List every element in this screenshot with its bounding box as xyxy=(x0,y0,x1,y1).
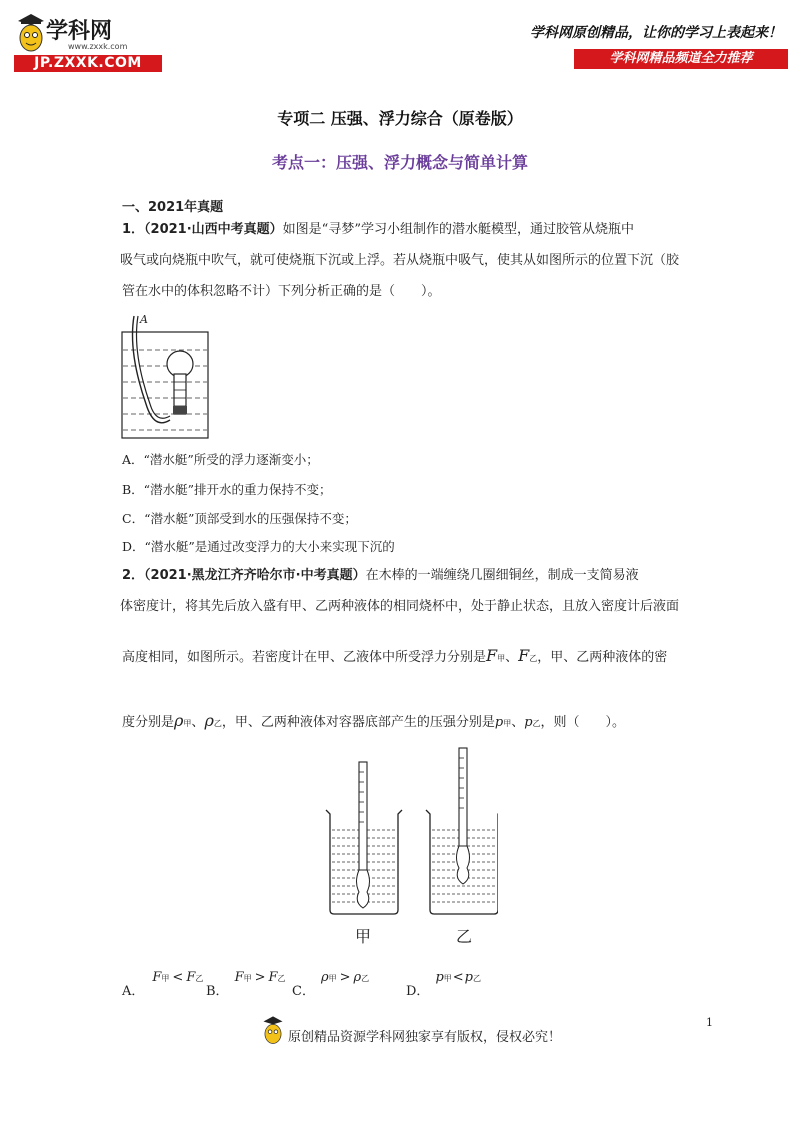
page-title: 专项二 压强、浮力综合（原卷版） xyxy=(277,109,523,128)
q2-option-d[interactable]: D．p甲<p乙 xyxy=(406,970,481,999)
footer-mascot-icon xyxy=(262,1016,284,1050)
site-small-url: www.zxxk.com xyxy=(68,42,128,51)
header-slogan: 学科网原创精品，让你的学习上表起来！ xyxy=(530,25,782,41)
question-2 xyxy=(122,560,722,622)
header-banner: 学科网精品频道全力推荐 xyxy=(574,49,788,69)
q1-option-a[interactable]: A．“潜水艇”所受的浮力逐渐变小； xyxy=(122,452,319,467)
question-1 xyxy=(122,214,722,307)
beaker-label-jia: 甲 xyxy=(355,927,372,946)
question-1-source: 1．（2021·山西中考真题） xyxy=(122,222,283,237)
q1-option-c[interactable]: C．“潜水艇”顶部受到水的压强保持不变； xyxy=(122,511,357,526)
q1-option-d[interactable]: D．“潜水艇”是通过改变浮力的大小来实现下沉的 xyxy=(122,539,395,554)
q1-option-b[interactable]: B．“潜水艇”排开水的重力保持不变； xyxy=(122,482,332,497)
q2-option-a[interactable]: A．F甲 < F乙 xyxy=(122,970,204,999)
question-2-line1: 在木棒的一端缠绕几圈细铜丝，制成一支简易液 xyxy=(365,568,639,583)
page-subtitle: 考点一：压强、浮力概念与简单计算 xyxy=(271,153,528,172)
site-url-badge[interactable]: JP.ZXXK.COM xyxy=(14,55,162,72)
question-1-line2: 吸气或向烧瓶中吹气，就可使烧瓶下沉或上浮。若从烧瓶中吸气，使其从如图所示的位置下沉（胶 xyxy=(120,253,680,268)
hydrometer-figure xyxy=(318,742,498,926)
question-1-line1: 如图是“寻梦”学习小组制作的潜水艇模型，通过胶管从烧瓶中 xyxy=(282,222,634,237)
q2-option-b[interactable]: B．F甲 > F乙 xyxy=(206,970,286,999)
logo-mascot-icon xyxy=(16,14,46,58)
figure-label-a: A xyxy=(140,313,148,326)
question-2-source: 2．（2021·黑龙江齐齐哈尔市·中考真题） xyxy=(122,568,366,583)
site-name: 学科网 xyxy=(46,19,113,44)
page-number: 1 xyxy=(706,1016,713,1029)
beaker-label-yi: 乙 xyxy=(456,927,473,946)
section-heading: 一、2021年真题 xyxy=(122,200,224,215)
question-2-line2: 体密度计，将其先后放入盛有甲、乙两种液体的相同烧杯中，处于静止状态，且放入密度计后液面 xyxy=(120,599,680,614)
question-1-line3: 管在水中的体积忽略不计）下列分析正确的是（ ）。 xyxy=(122,284,441,299)
question-2-line3: 高度相同，如图所示。若密度计在甲、乙液体中所受浮力分别是F甲、F乙，甲、乙两种液体的密 xyxy=(122,646,668,665)
footer-copyright: 原创精品资源学科网独家享有版权，侵权必究！ xyxy=(288,1030,562,1045)
question-2-line4: 度分别是ρ甲、ρ乙，甲、乙两种液体对容器底部产生的压强分别是p甲、p乙，则（ ）。 xyxy=(122,711,626,730)
q2-option-c[interactable]: C．ρ甲 > ρ乙 xyxy=(292,970,370,999)
submarine-figure xyxy=(118,312,214,446)
